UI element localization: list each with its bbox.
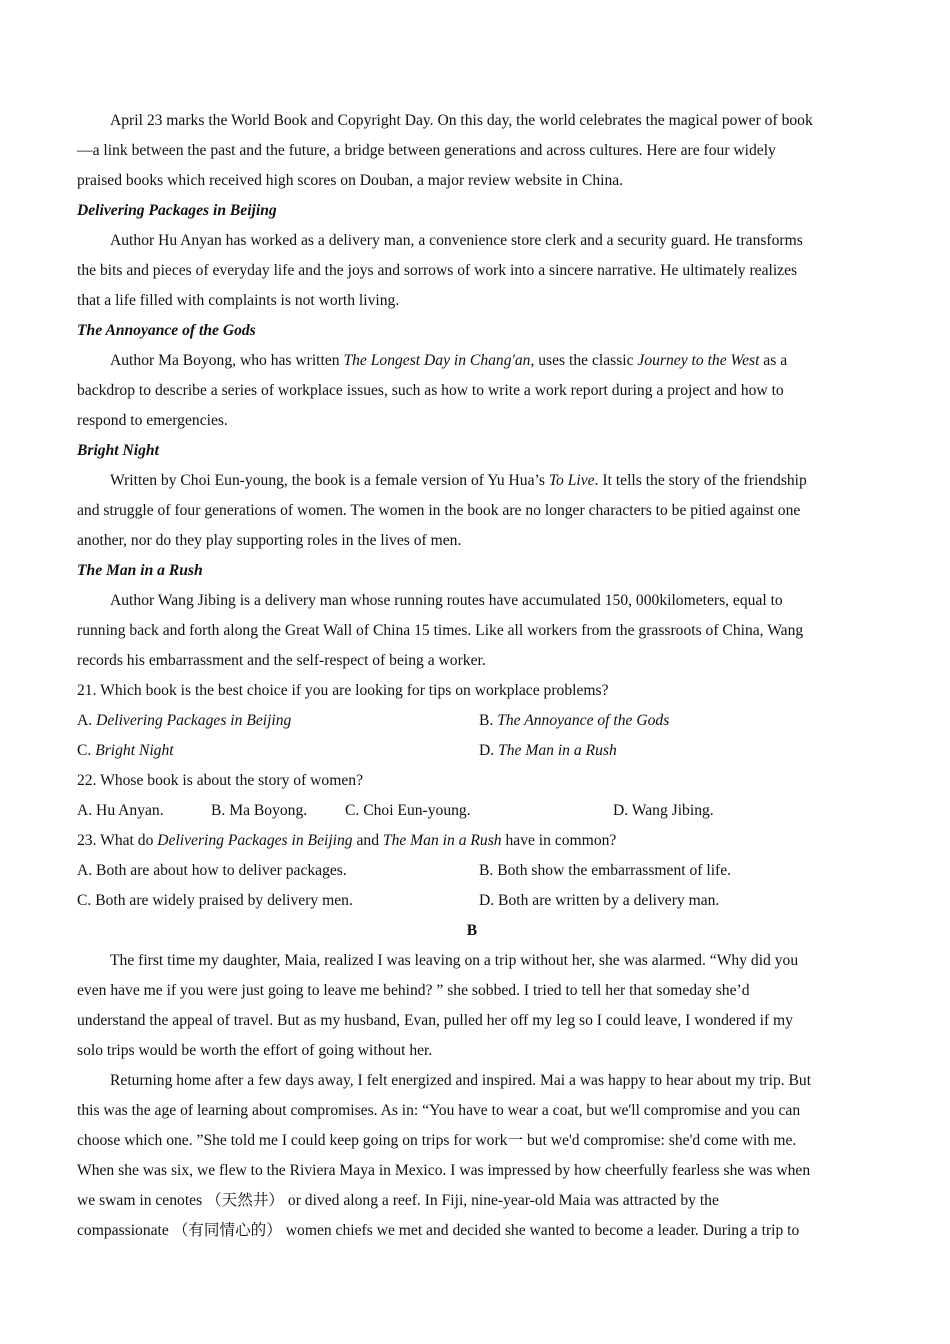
book4-line-1: Author Wang Jibing is a delivery man whose running routes have accumulated 150, 000kilometers, equal to <box>110 592 783 609</box>
q23-option-d: D. Both are written by a delivery man. <box>479 892 720 909</box>
intro-line-1: April 23 marks the World Book and Copyright Day. On this day, the world celebrates the magical power of book <box>110 112 813 129</box>
q21-option-c: C. Bright Night <box>77 742 174 759</box>
intro-line-2: —a link between the past and the future, a bridge between generations and across cultures. Here are four widely <box>77 142 776 159</box>
q21-option-d: D. The Man in a Rush <box>479 742 617 759</box>
question-23-stem: 23. What do Delivering Packages in Beijing and The Man in a Rush have in common? <box>77 832 617 849</box>
book3-ref-to-live: To Live <box>548 472 595 489</box>
book2-ref-journey-west: Journey to the West <box>637 352 760 369</box>
book2-line-1 <box>77 346 867 376</box>
q21-option-a: A. Delivering Packages in Beijing <box>77 712 292 729</box>
intro-line-3: praised books which received high scores on Douban, a major review website in China. <box>77 172 624 189</box>
q22-option-d: D. Wang Jibing. <box>613 802 714 819</box>
question-23-options-row-2 <box>77 886 867 916</box>
question-23-options-row-1 <box>77 856 867 886</box>
book2-text: as a <box>759 352 788 369</box>
passage-b-line: When she was six, we flew to the Riviera Maya in Mexico. I was impressed by how cheerfully fearless she was when <box>77 1162 811 1179</box>
passage-b-label: B <box>466 922 478 939</box>
question-21-stem: 21. Which book is the best choice if you are looking for tips on workplace problems? <box>77 682 609 699</box>
q23-option-a: A. Both are about how to deliver packages. <box>77 862 347 879</box>
book-title-delivering-packages: Delivering Packages in Beijing <box>77 202 277 219</box>
document-content <box>77 106 867 1246</box>
passage-b-line: Returning home after a few days away, I felt energized and inspired. Mai a was happy to hear about my trip. But <box>110 1072 812 1089</box>
passage-b-line: this was the age of learning about compromises. As in: “You have to wear a coat, but we'll compromise and you can <box>77 1102 801 1119</box>
book3-line-3: another, nor do they play supporting roles in the lives of men. <box>77 532 462 549</box>
q22-option-a: A. Hu Anyan. <box>77 802 164 819</box>
q23-option-b: B. Both show the embarrassment of life. <box>479 862 732 879</box>
question-22-stem: 22. Whose book is about the story of women? <box>77 772 363 789</box>
q23-option-c: C. Both are widely praised by delivery men. <box>77 892 353 909</box>
book3-text: . It tells the story of the friendship <box>594 472 807 489</box>
question-22-options <box>77 796 867 826</box>
book3-text: Written by Choi Eun-young, the book is a female version of Yu Hua’s <box>110 472 549 489</box>
book3-line-2: and struggle of four generations of women. The women in the book are no longer characters to be pitied against one <box>77 502 801 519</box>
book-title-bright-night: Bright Night <box>77 442 159 459</box>
passage-b-line: understand the appeal of travel. But as my husband, Evan, pulled her off my leg so I could leave, I wondered if my <box>77 1012 793 1029</box>
book1-line-1: Author Hu Anyan has worked as a delivery man, a convenience store clerk and a security guard. He transforms <box>110 232 803 249</box>
book4-line-3: records his embarrassment and the self-respect of being a worker. <box>77 652 486 669</box>
book-title-man-in-rush: The Man in a Rush <box>77 562 203 579</box>
book1-line-3: that a life filled with complaints is not worth living. <box>77 292 400 309</box>
passage-b-line: even have me if you were just going to leave me behind? ” she sobbed. I tried to tell her that someday she’d <box>77 982 750 999</box>
passage-b-line: choose which one. ”She told me I could keep going on trips for work一 but we'd compromise: she'd come with me. <box>77 1132 797 1149</box>
q21-option-b: B. The Annoyance of the Gods <box>479 712 670 729</box>
question-21-options-row-1 <box>77 706 867 736</box>
book2-line-3: respond to emergencies. <box>77 412 228 429</box>
book2-text: Author Ma Boyong, who has written <box>110 352 344 369</box>
question-21-options-row-2 <box>77 736 867 766</box>
book-title-annoyance-of-gods: The Annoyance of the Gods <box>77 322 256 339</box>
book1-line-2: the bits and pieces of everyday life and the joys and sorrows of work into a sincere narrative. He ultimately realizes <box>77 262 798 279</box>
book2-text: , uses the classic <box>530 352 638 369</box>
book4-line-2: running back and forth along the Great Wall of China 15 times. Like all workers from the grassroots of China, Wang <box>77 622 804 639</box>
passage-b-line: we swam in cenotes （天然井） or dived along a reef. In Fiji, nine-year-old Maia was attracted by the <box>77 1192 719 1209</box>
passage-b-line: compassionate （有同情心的） women chiefs we met and decided she wanted to become a leader. During a trip to <box>77 1222 800 1239</box>
passage-b-line: The first time my daughter, Maia, realized I was leaving on a trip without her, she was alarmed. “Why did you <box>110 952 799 969</box>
passage-b-line: solo trips would be worth the effort of going without her. <box>77 1042 433 1059</box>
q22-option-b: B. Ma Boyong. <box>211 802 308 819</box>
book2-line-2: backdrop to describe a series of workplace issues, such as how to write a work report during a project and how to <box>77 382 784 399</box>
q22-option-c: C. Choi Eun-young. <box>345 802 471 819</box>
book3-line-1 <box>77 466 867 496</box>
book2-ref-longest-day: The Longest Day in Chang'an <box>343 352 531 369</box>
